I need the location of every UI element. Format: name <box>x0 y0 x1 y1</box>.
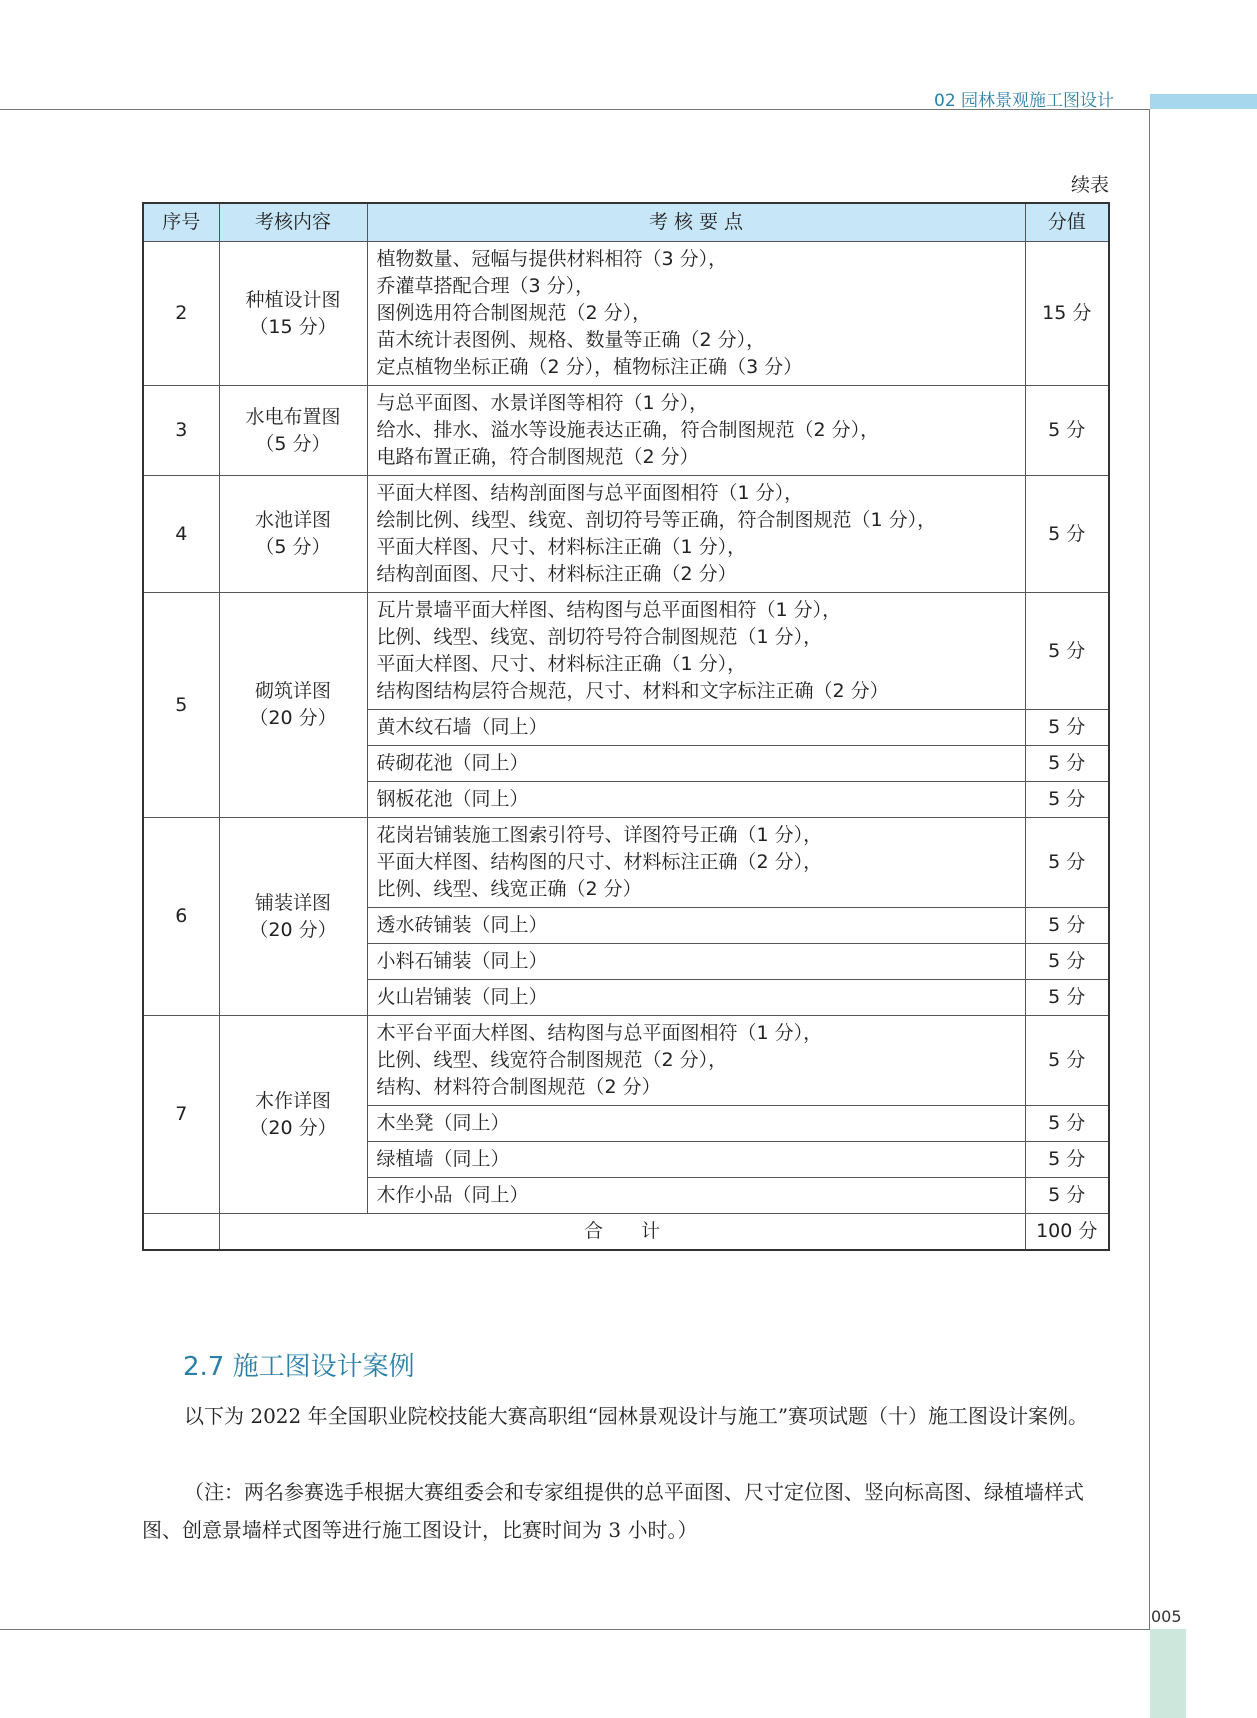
cell-points: 小料石铺装（同上） <box>367 944 1025 980</box>
cell-content: 砌筑详图 （20 分） <box>219 593 367 818</box>
cell-points: 透水砖铺装（同上） <box>367 908 1025 944</box>
cell-score: 5 分 <box>1025 818 1109 908</box>
cell-content: 木作详图 （20 分） <box>219 1016 367 1214</box>
cell-score: 5 分 <box>1025 944 1109 980</box>
cell-score: 5 分 <box>1025 980 1109 1016</box>
note-paragraph: （注：两名参赛选手根据大赛组委会和专家组提供的总平面图、尺寸定位图、竖向标高图、绿植墙样式图、创意景墙样式图等进行施工图设计，比赛时间为 3 小时。） <box>142 1480 1084 1542</box>
table-row <box>143 242 1109 386</box>
cell-points: 绿植墙（同上） <box>367 1142 1025 1178</box>
table-body <box>143 242 1109 1251</box>
cell-score: 15 分 <box>1025 242 1109 386</box>
intro-paragraph: 以下为 2022 年全国职业院校技能大赛高职组“园林景观设计与施工”赛项试题（十）施工图设计案例。 <box>184 1404 1089 1428</box>
section-title: 2.7 施工图设计案例 <box>183 1352 415 1382</box>
header-color-band <box>1150 94 1257 109</box>
cell-score: 5 分 <box>1025 1178 1109 1214</box>
cell-points: 与总平面图、水景详图等相符（1 分）， 给水、排水、溢水等设施表达正确，符合制图规范（2 分）， 电路布置正确，符合制图规范（2 分） <box>367 386 1025 476</box>
cell-score: 5 分 <box>1025 782 1109 818</box>
cell-points: 瓦片景墙平面大样图、结构图与总平面图相符（1 分）， 比例、线型、线宽、剖切符号符合制图规范（1 分）， 平面大样图、尺寸、材料标注正确（1 分）， 结构图结构层符合规范，尺寸、材料和文字标注正确（2 分） <box>367 593 1025 710</box>
cell-points: 木坐凳（同上） <box>367 1106 1025 1142</box>
cell-score: 5 分 <box>1025 593 1109 710</box>
cell-score: 5 分 <box>1025 386 1109 476</box>
cell-points: 花岗岩铺装施工图索引符号、详图符号正确（1 分）， 平面大样图、结构图的尺寸、材料标注正确（2 分）， 比例、线型、线宽正确（2 分） <box>367 818 1025 908</box>
total-empty-cell <box>143 1214 219 1251</box>
assessment-table <box>142 202 1110 1251</box>
side-color-band <box>1150 1629 1186 1718</box>
cell-score: 5 分 <box>1025 1106 1109 1142</box>
table-row <box>143 476 1109 593</box>
cell-points: 木作小品（同上） <box>367 1178 1025 1214</box>
cell-no: 6 <box>143 818 219 1016</box>
cell-points: 火山岩铺装（同上） <box>367 980 1025 1016</box>
cell-content: 种植设计图 （15 分） <box>219 242 367 386</box>
table-row <box>143 818 1109 908</box>
cell-points: 钢板花池（同上） <box>367 782 1025 818</box>
cell-score: 5 分 <box>1025 710 1109 746</box>
cell-content: 铺装详图 （20 分） <box>219 818 367 1016</box>
cell-content: 水池详图 （5 分） <box>219 476 367 593</box>
cell-no: 7 <box>143 1016 219 1214</box>
cell-points: 植物数量、冠幅与提供材料相符（3 分）， 乔灌草搭配合理（3 分）， 图例选用符合制图规范（2 分）， 苗木统计表图例、规格、数量等正确（2 分）， 定点植物坐标正确（2 分），植物标注正确（3 分） <box>367 242 1025 386</box>
cell-no: 5 <box>143 593 219 818</box>
total-label: 合 计 <box>219 1214 1025 1251</box>
table-row <box>143 386 1109 476</box>
cell-score: 5 分 <box>1025 746 1109 782</box>
cell-no: 4 <box>143 476 219 593</box>
cell-points: 砖砌花池（同上） <box>367 746 1025 782</box>
continued-label: 续表 <box>1070 174 1109 196</box>
chapter-header: 02 园林景观施工图设计 <box>934 91 1115 111</box>
cell-no: 2 <box>143 242 219 386</box>
table-header-row <box>143 203 1109 242</box>
header-points: 考 核 要 点 <box>367 203 1025 242</box>
header-score: 分值 <box>1025 203 1109 242</box>
table-row <box>143 1016 1109 1106</box>
table-row <box>143 593 1109 710</box>
cell-score: 5 分 <box>1025 476 1109 593</box>
cell-points: 黄木纹石墙（同上） <box>367 710 1025 746</box>
cell-score: 5 分 <box>1025 1142 1109 1178</box>
header-no: 序号 <box>143 203 219 242</box>
footer-rule <box>0 1629 1150 1630</box>
page-margin-rule <box>1149 109 1150 1629</box>
cell-score: 5 分 <box>1025 908 1109 944</box>
total-score: 100 分 <box>1025 1214 1109 1251</box>
page-number: 005 <box>1151 1607 1182 1626</box>
cell-content: 水电布置图 （5 分） <box>219 386 367 476</box>
cell-no: 3 <box>143 386 219 476</box>
cell-score: 5 分 <box>1025 1016 1109 1106</box>
header-content: 考核内容 <box>219 203 367 242</box>
total-row <box>143 1214 1109 1251</box>
cell-points: 木平台平面大样图、结构图与总平面图相符（1 分）， 比例、线型、线宽符合制图规范（2 分）， 结构、材料符合制图规范（2 分） <box>367 1016 1025 1106</box>
cell-points: 平面大样图、结构剖面图与总平面图相符（1 分）， 绘制比例、线型、线宽、剖切符号等正确，符合制图规范（1 分）， 平面大样图、尺寸、材料标注正确（1 分）， 结构剖面图、尺寸、材料标注正确（2 分） <box>367 476 1025 593</box>
